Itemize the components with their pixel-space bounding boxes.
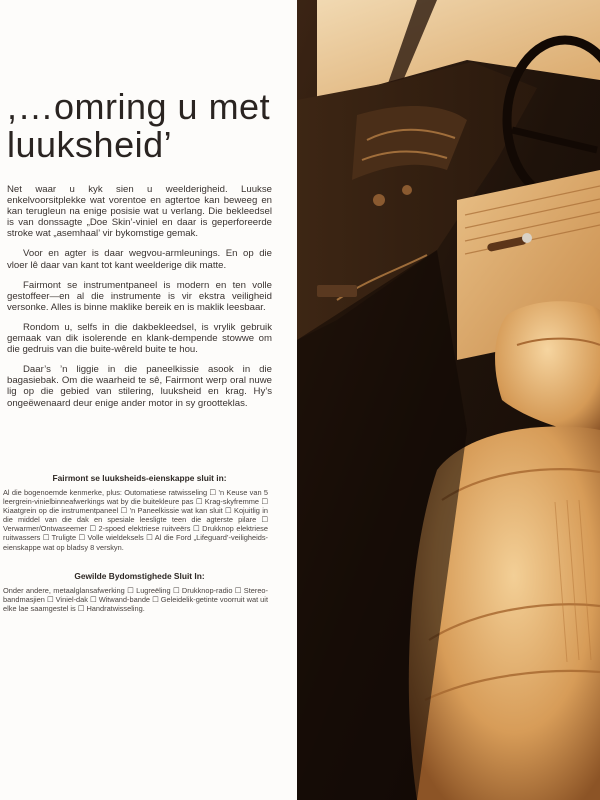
page-headline	[7, 88, 297, 164]
features-list: Al die bogenoemde kenmerke, plus: Outomatiese ratwisseling ☐ ’n Keuse van 5 leergrein-vinielbinneafwerkings wat by die buitekleure pas ☐ Krag-skyfremme ☐ Kiaatgrein op die instrumentpaneel ☐ ’n Paneelkissie wat kan sluit ☐ Kojuitlig in die middel van die dak en spesiale leesligte teen die agterste pilare ☐ Verwarmer/Ontwaseemer ☐ 2-spoed elektriese ruitveërs ☐ Drukknop elektriese ruitwassers ☐ Truligte ☐ Volle wieldeksels ☐ Al die Ford „Lifeguard’-veiligheids-eienskappe wat op bladsy 8 verskyn.	[3, 488, 268, 552]
body-paragraph: Fairmont se instrumentpaneel is modern en ten volle gestoffeer—en al die instrumente is vir ekstra veiligheid versonke. Alles is binne maklike bereik en is maklik leesbaar.	[7, 279, 272, 313]
options-list: Onder andere, metaalglansafwerking ☐ Lugreëling ☐ Drukknop-radio ☐ Stereo-bandmasjien ☐ Viniel-dak ☐ Witwand-bande ☐ Geleidelik-getinte voorruit wat uit elke lae saamgestel is ☐ Handratwisseling.	[3, 586, 268, 614]
body-copy	[7, 184, 272, 418]
features-heading: Fairmont se luuksheids-eienskappe sluit in:	[52, 473, 227, 483]
headline-line-1: ,…omring u met	[7, 86, 271, 127]
options-heading: Gewilde Bydomstighede Sluit In:	[74, 571, 205, 581]
car-interior-photo	[297, 0, 600, 800]
body-paragraph: Net waar u kyk sien u weelderigheid. Luukse enkelvoorsitplekke wat vorentoe en agtertoe kan beweeg en kan terugleun na enige posisie wat u verlang. Die bekleedsel is van donssagte „Doe Skin’-viniel en daar is geperforeerde stroke wat „asemhaal’ vir bykomstige gemak.	[7, 184, 272, 240]
headline-line-2: luuksheid’	[7, 124, 173, 165]
body-paragraph: Daar’s ’n liggie in die paneelkissie asook in die bagasiebak. Om die waarheid te sê, Fairmont werp oral nuwe lig op die gebied van stilering, luuksheid en krag. Hy’s ongeëwenaard deur enige ander motor in sy grootteklas.	[7, 364, 272, 409]
body-paragraph: Voor en agter is daar wegvou-armleunings. En op die vloer lê daar van kant tot kant weelderige dik matte.	[7, 248, 272, 271]
body-paragraph: Rondom u, selfs in die dakbekleedsel, is vrylik gebruik gemaak van dik isolerende en klank-dempende stowwe om die gedruis van die buite-wêreld buite te hou.	[7, 321, 272, 356]
